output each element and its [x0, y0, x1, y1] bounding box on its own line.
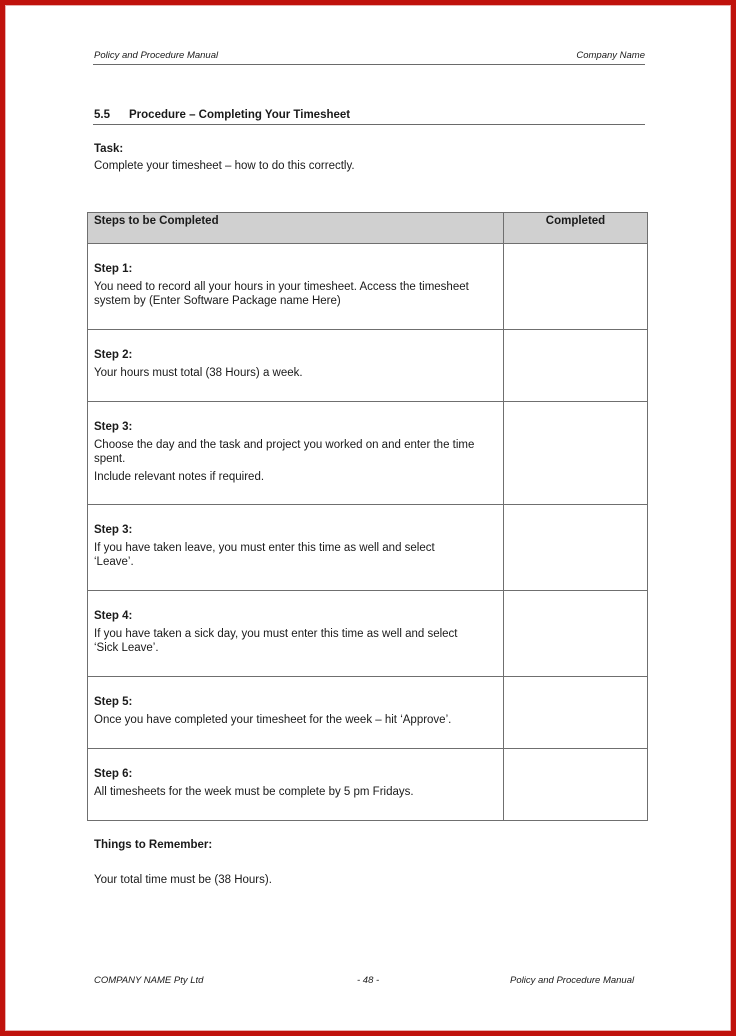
- table-header-row: [88, 213, 648, 244]
- step-cell: [88, 402, 504, 505]
- step-cell: [88, 591, 504, 677]
- completed-cell[interactable]: [504, 505, 648, 591]
- step-label: Step 6:: [94, 768, 133, 780]
- table-row: [88, 330, 648, 402]
- footer-manual-title: Policy and Procedure Manual: [510, 975, 635, 986]
- step-text: Choose the day and the task and project you worked on and enter the time: [94, 438, 475, 451]
- completed-cell[interactable]: [504, 402, 648, 505]
- section-title: Procedure – Completing Your Timesheet: [129, 109, 351, 121]
- section-number: 5.5: [94, 109, 110, 121]
- step-text: Once you have completed your timesheet for the week – hit ‘Approve’.: [94, 713, 452, 726]
- step-cell: [88, 244, 504, 330]
- table-row: [88, 244, 648, 330]
- step-cell: [88, 749, 504, 821]
- header-company-name: Company Name: [576, 50, 645, 61]
- footer-page-number: - 48 -: [357, 975, 380, 986]
- step-text: If you have taken leave, you must enter this time as well and select: [94, 541, 435, 554]
- step-text: ‘Leave’.: [94, 556, 134, 568]
- header-manual-title: Policy and Procedure Manual: [94, 50, 219, 61]
- step-cell: [88, 677, 504, 749]
- task-text: Complete your timesheet – how to do this correctly.: [94, 160, 355, 172]
- step-text: Include relevant notes if required.: [94, 470, 265, 483]
- steps-table: [87, 212, 648, 821]
- completed-cell[interactable]: [504, 244, 648, 330]
- step-cell: [88, 505, 504, 591]
- table-row: [88, 677, 648, 749]
- task-label: Task:: [94, 143, 124, 155]
- step-text: Your hours must total (38 Hours) a week.: [94, 366, 303, 379]
- step-text: You need to record all your hours in your timesheet. Access the timesheet: [94, 280, 469, 293]
- step-label: Step 3:: [94, 524, 133, 536]
- completed-cell[interactable]: [504, 677, 648, 749]
- remember-label: Things to Remember:: [94, 839, 213, 851]
- footer-company: COMPANY NAME Pty Ltd: [94, 975, 204, 986]
- table-row: [88, 402, 648, 505]
- step-label: Step 5:: [94, 696, 133, 708]
- remember-text: Your total time must be (38 Hours).: [94, 874, 272, 886]
- step-text: spent.: [94, 453, 126, 465]
- step-label: Step 3:: [94, 421, 133, 433]
- section-heading: [94, 109, 350, 121]
- completed-cell[interactable]: [504, 749, 648, 821]
- table-row: [88, 505, 648, 591]
- completed-cell[interactable]: [504, 330, 648, 402]
- column-header-steps: Steps to be Completed: [88, 213, 504, 244]
- completed-cell[interactable]: [504, 591, 648, 677]
- step-label: Step 4:: [94, 610, 133, 622]
- step-label: Step 1:: [94, 263, 133, 275]
- step-cell: [88, 330, 504, 402]
- step-text: system by (Enter Software Package name Here): [94, 295, 341, 307]
- column-header-completed: Completed: [504, 213, 648, 244]
- section-divider: [93, 124, 645, 125]
- step-text: ‘Sick Leave’.: [94, 642, 159, 654]
- step-text: All timesheets for the week must be complete by 5 pm Fridays.: [94, 785, 414, 798]
- table-row: [88, 591, 648, 677]
- step-label: Step 2:: [94, 349, 133, 361]
- header-divider: [93, 64, 645, 65]
- step-text: If you have taken a sick day, you must enter this time as well and select: [94, 627, 458, 640]
- table-row: [88, 749, 648, 821]
